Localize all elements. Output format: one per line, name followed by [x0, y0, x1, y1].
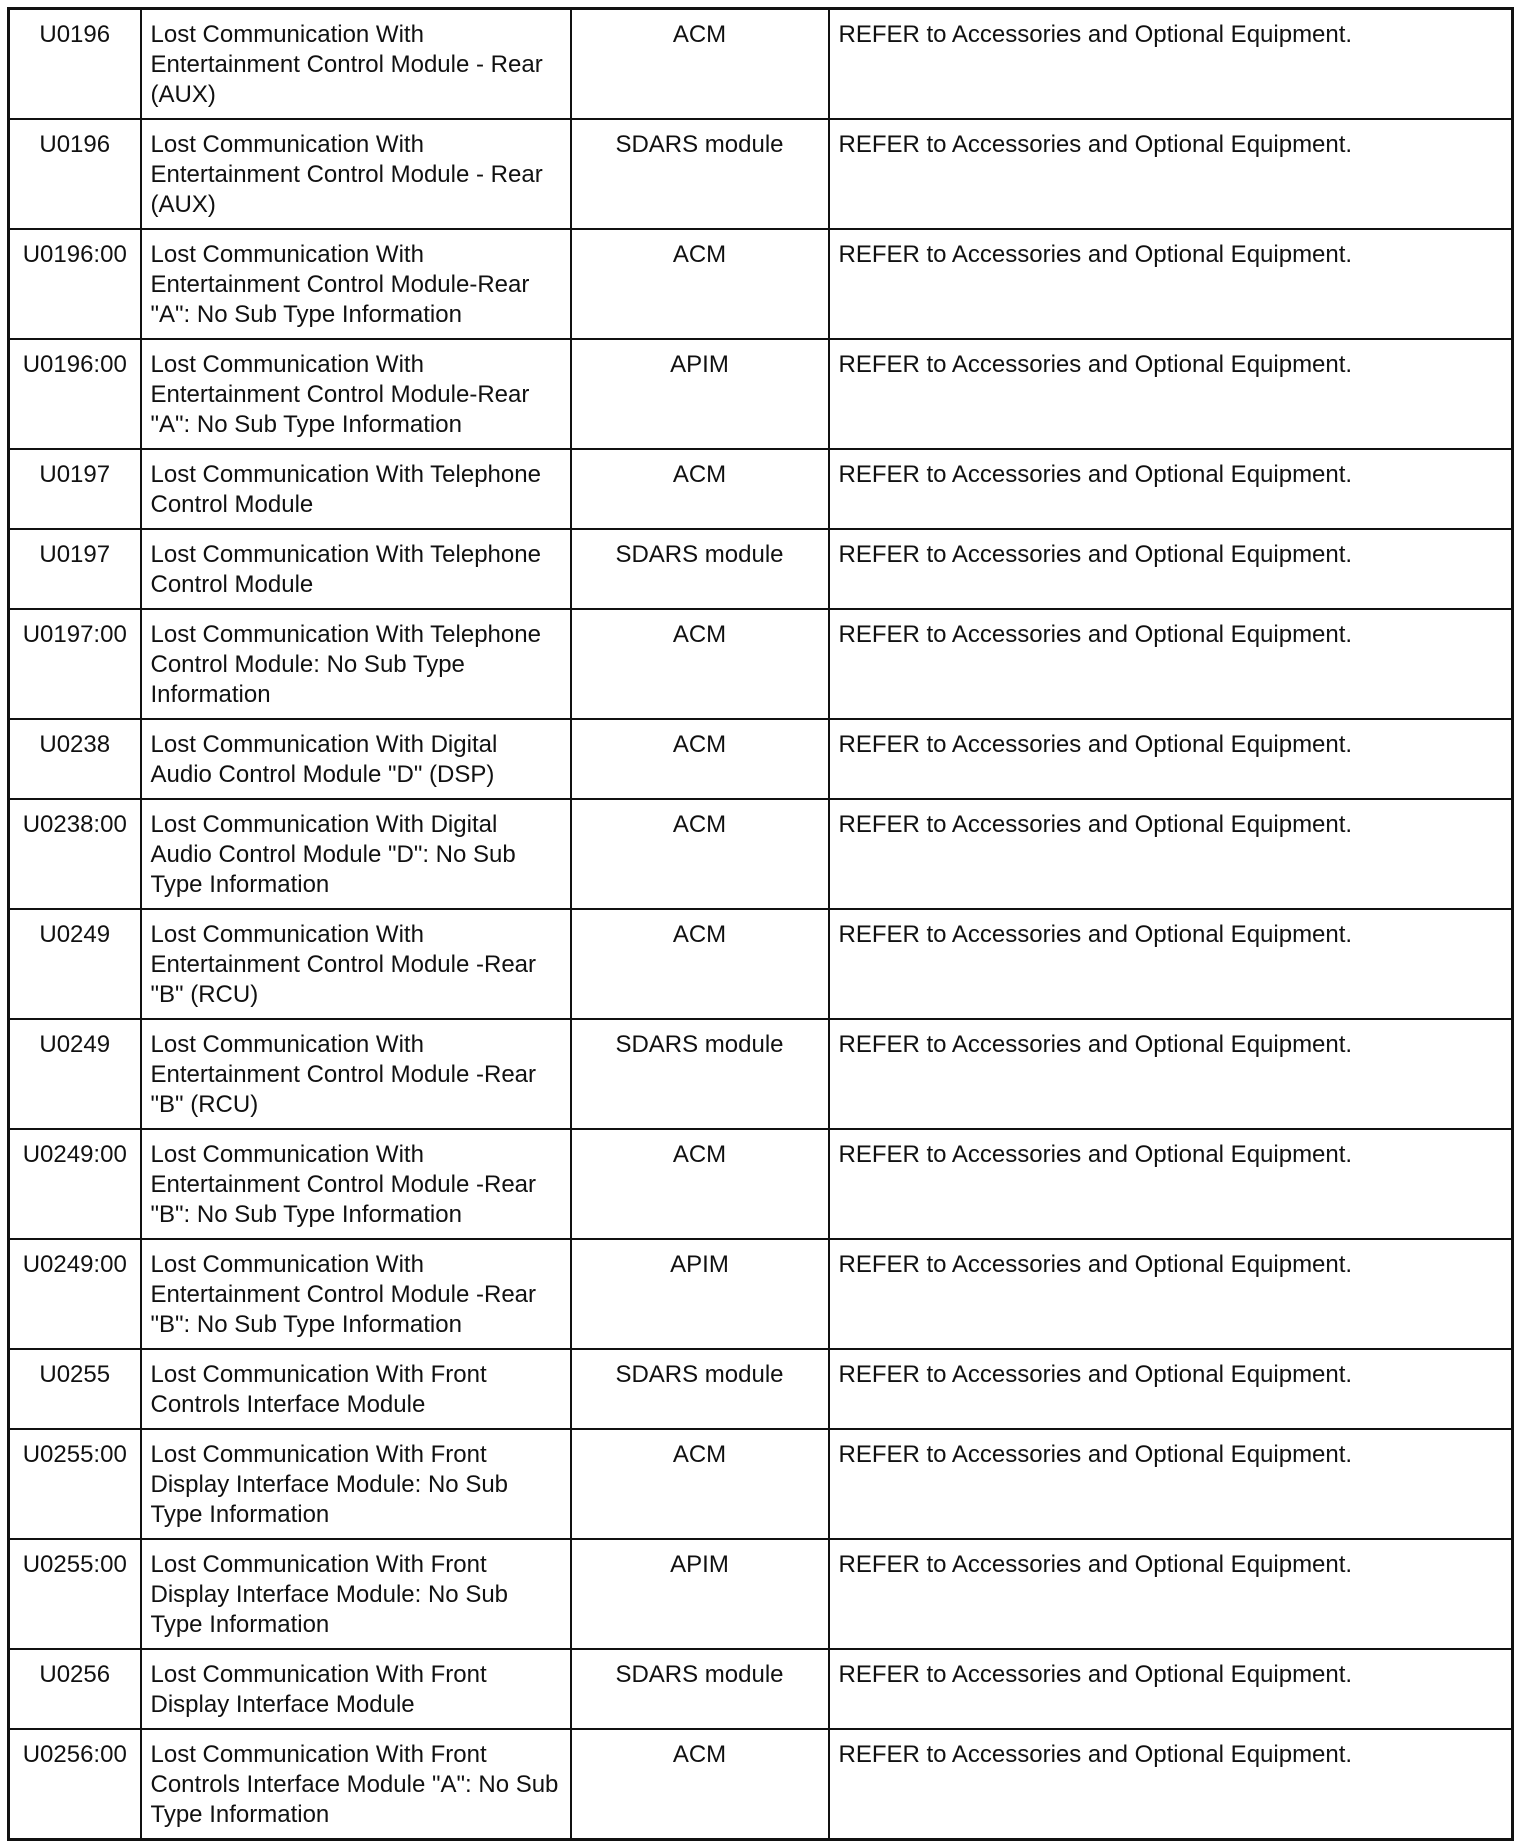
dtc-action: REFER to Accessories and Optional Equipment. — [829, 799, 1513, 909]
dtc-action: REFER to Accessories and Optional Equipment. — [829, 719, 1513, 799]
dtc-description: Lost Communication With Front Controls Interface Module "A": No Sub Type Information — [141, 1729, 571, 1840]
table-row — [9, 909, 1513, 1019]
dtc-module: ACM — [571, 449, 829, 529]
dtc-description: Lost Communication With Front Display Interface Module: No Sub Type Information — [141, 1539, 571, 1649]
dtc-action: REFER to Accessories and Optional Equipment. — [829, 339, 1513, 449]
dtc-action: REFER to Accessories and Optional Equipment. — [829, 529, 1513, 609]
dtc-module: ACM — [571, 909, 829, 1019]
dtc-code: U0249 — [9, 1019, 141, 1129]
dtc-description: Lost Communication With Entertainment Control Module -Rear "B": No Sub Type Information — [141, 1129, 571, 1239]
dtc-code: U0197:00 — [9, 609, 141, 719]
table-row — [9, 799, 1513, 909]
table-row — [9, 9, 1513, 120]
dtc-description: Lost Communication With Digital Audio Control Module "D" (DSP) — [141, 719, 571, 799]
dtc-module: ACM — [571, 719, 829, 799]
table-row — [9, 1129, 1513, 1239]
table-row — [9, 449, 1513, 529]
dtc-module: SDARS module — [571, 1019, 829, 1129]
dtc-description: Lost Communication With Telephone Control Module — [141, 529, 571, 609]
dtc-description: Lost Communication With Telephone Control Module — [141, 449, 571, 529]
dtc-module: ACM — [571, 799, 829, 909]
dtc-description: Lost Communication With Entertainment Control Module-Rear "A": No Sub Type Information — [141, 339, 571, 449]
dtc-module: APIM — [571, 339, 829, 449]
dtc-action: REFER to Accessories and Optional Equipment. — [829, 449, 1513, 529]
dtc-description: Lost Communication With Digital Audio Control Module "D": No Sub Type Information — [141, 799, 571, 909]
dtc-action: REFER to Accessories and Optional Equipment. — [829, 9, 1513, 120]
document-page — [7, 7, 1511, 1841]
dtc-code: U0249:00 — [9, 1239, 141, 1349]
dtc-module: ACM — [571, 1729, 829, 1840]
table-row — [9, 1019, 1513, 1129]
dtc-action: REFER to Accessories and Optional Equipment. — [829, 1349, 1513, 1429]
dtc-action: REFER to Accessories and Optional Equipment. — [829, 1129, 1513, 1239]
dtc-code: U0255 — [9, 1349, 141, 1429]
dtc-module: ACM — [571, 1129, 829, 1239]
dtc-description: Lost Communication With Entertainment Control Module -Rear "B" (RCU) — [141, 1019, 571, 1129]
dtc-code: U0196:00 — [9, 229, 141, 339]
table-row — [9, 119, 1513, 229]
dtc-code: U0238 — [9, 719, 141, 799]
dtc-code: U0255:00 — [9, 1429, 141, 1539]
dtc-module: APIM — [571, 1539, 829, 1649]
dtc-action: REFER to Accessories and Optional Equipment. — [829, 1239, 1513, 1349]
dtc-table — [7, 7, 1514, 1841]
dtc-description: Lost Communication With Entertainment Control Module-Rear "A": No Sub Type Information — [141, 229, 571, 339]
dtc-action: REFER to Accessories and Optional Equipment. — [829, 119, 1513, 229]
dtc-description: Lost Communication With Front Controls Interface Module — [141, 1349, 571, 1429]
dtc-code: U0249 — [9, 909, 141, 1019]
dtc-action: REFER to Accessories and Optional Equipment. — [829, 609, 1513, 719]
dtc-module: ACM — [571, 609, 829, 719]
dtc-description: Lost Communication With Telephone Control Module: No Sub Type Information — [141, 609, 571, 719]
table-row — [9, 609, 1513, 719]
dtc-description: Lost Communication With Entertainment Control Module - Rear (AUX) — [141, 9, 571, 120]
dtc-action: REFER to Accessories and Optional Equipment. — [829, 229, 1513, 339]
dtc-action: REFER to Accessories and Optional Equipment. — [829, 1729, 1513, 1840]
dtc-description: Lost Communication With Entertainment Control Module -Rear "B" (RCU) — [141, 909, 571, 1019]
dtc-code: U0256:00 — [9, 1729, 141, 1840]
dtc-action: REFER to Accessories and Optional Equipment. — [829, 1019, 1513, 1129]
dtc-module: SDARS module — [571, 1649, 829, 1729]
dtc-module: APIM — [571, 1239, 829, 1349]
dtc-module: SDARS module — [571, 1349, 829, 1429]
dtc-module: ACM — [571, 1429, 829, 1539]
table-row — [9, 529, 1513, 609]
table-row — [9, 229, 1513, 339]
dtc-description: Lost Communication With Entertainment Control Module -Rear "B": No Sub Type Information — [141, 1239, 571, 1349]
dtc-action: REFER to Accessories and Optional Equipment. — [829, 1429, 1513, 1539]
dtc-action: REFER to Accessories and Optional Equipment. — [829, 1649, 1513, 1729]
table-row — [9, 339, 1513, 449]
dtc-code: U0196 — [9, 9, 141, 120]
dtc-code: U0238:00 — [9, 799, 141, 909]
table-row — [9, 1649, 1513, 1729]
dtc-code: U0196:00 — [9, 339, 141, 449]
dtc-description: Lost Communication With Front Display Interface Module — [141, 1649, 571, 1729]
table-row — [9, 1539, 1513, 1649]
dtc-description: Lost Communication With Entertainment Control Module - Rear (AUX) — [141, 119, 571, 229]
dtc-module: SDARS module — [571, 529, 829, 609]
dtc-action: REFER to Accessories and Optional Equipment. — [829, 1539, 1513, 1649]
dtc-table-body — [9, 9, 1513, 1840]
table-row — [9, 1429, 1513, 1539]
dtc-module: SDARS module — [571, 119, 829, 229]
dtc-code: U0256 — [9, 1649, 141, 1729]
table-row — [9, 1349, 1513, 1429]
dtc-code: U0197 — [9, 529, 141, 609]
table-row — [9, 719, 1513, 799]
dtc-code: U0197 — [9, 449, 141, 529]
dtc-action: REFER to Accessories and Optional Equipment. — [829, 909, 1513, 1019]
dtc-code: U0255:00 — [9, 1539, 141, 1649]
dtc-module: ACM — [571, 229, 829, 339]
table-row — [9, 1239, 1513, 1349]
table-row — [9, 1729, 1513, 1840]
dtc-module: ACM — [571, 9, 829, 120]
dtc-description: Lost Communication With Front Display Interface Module: No Sub Type Information — [141, 1429, 571, 1539]
dtc-code: U0249:00 — [9, 1129, 141, 1239]
dtc-code: U0196 — [9, 119, 141, 229]
